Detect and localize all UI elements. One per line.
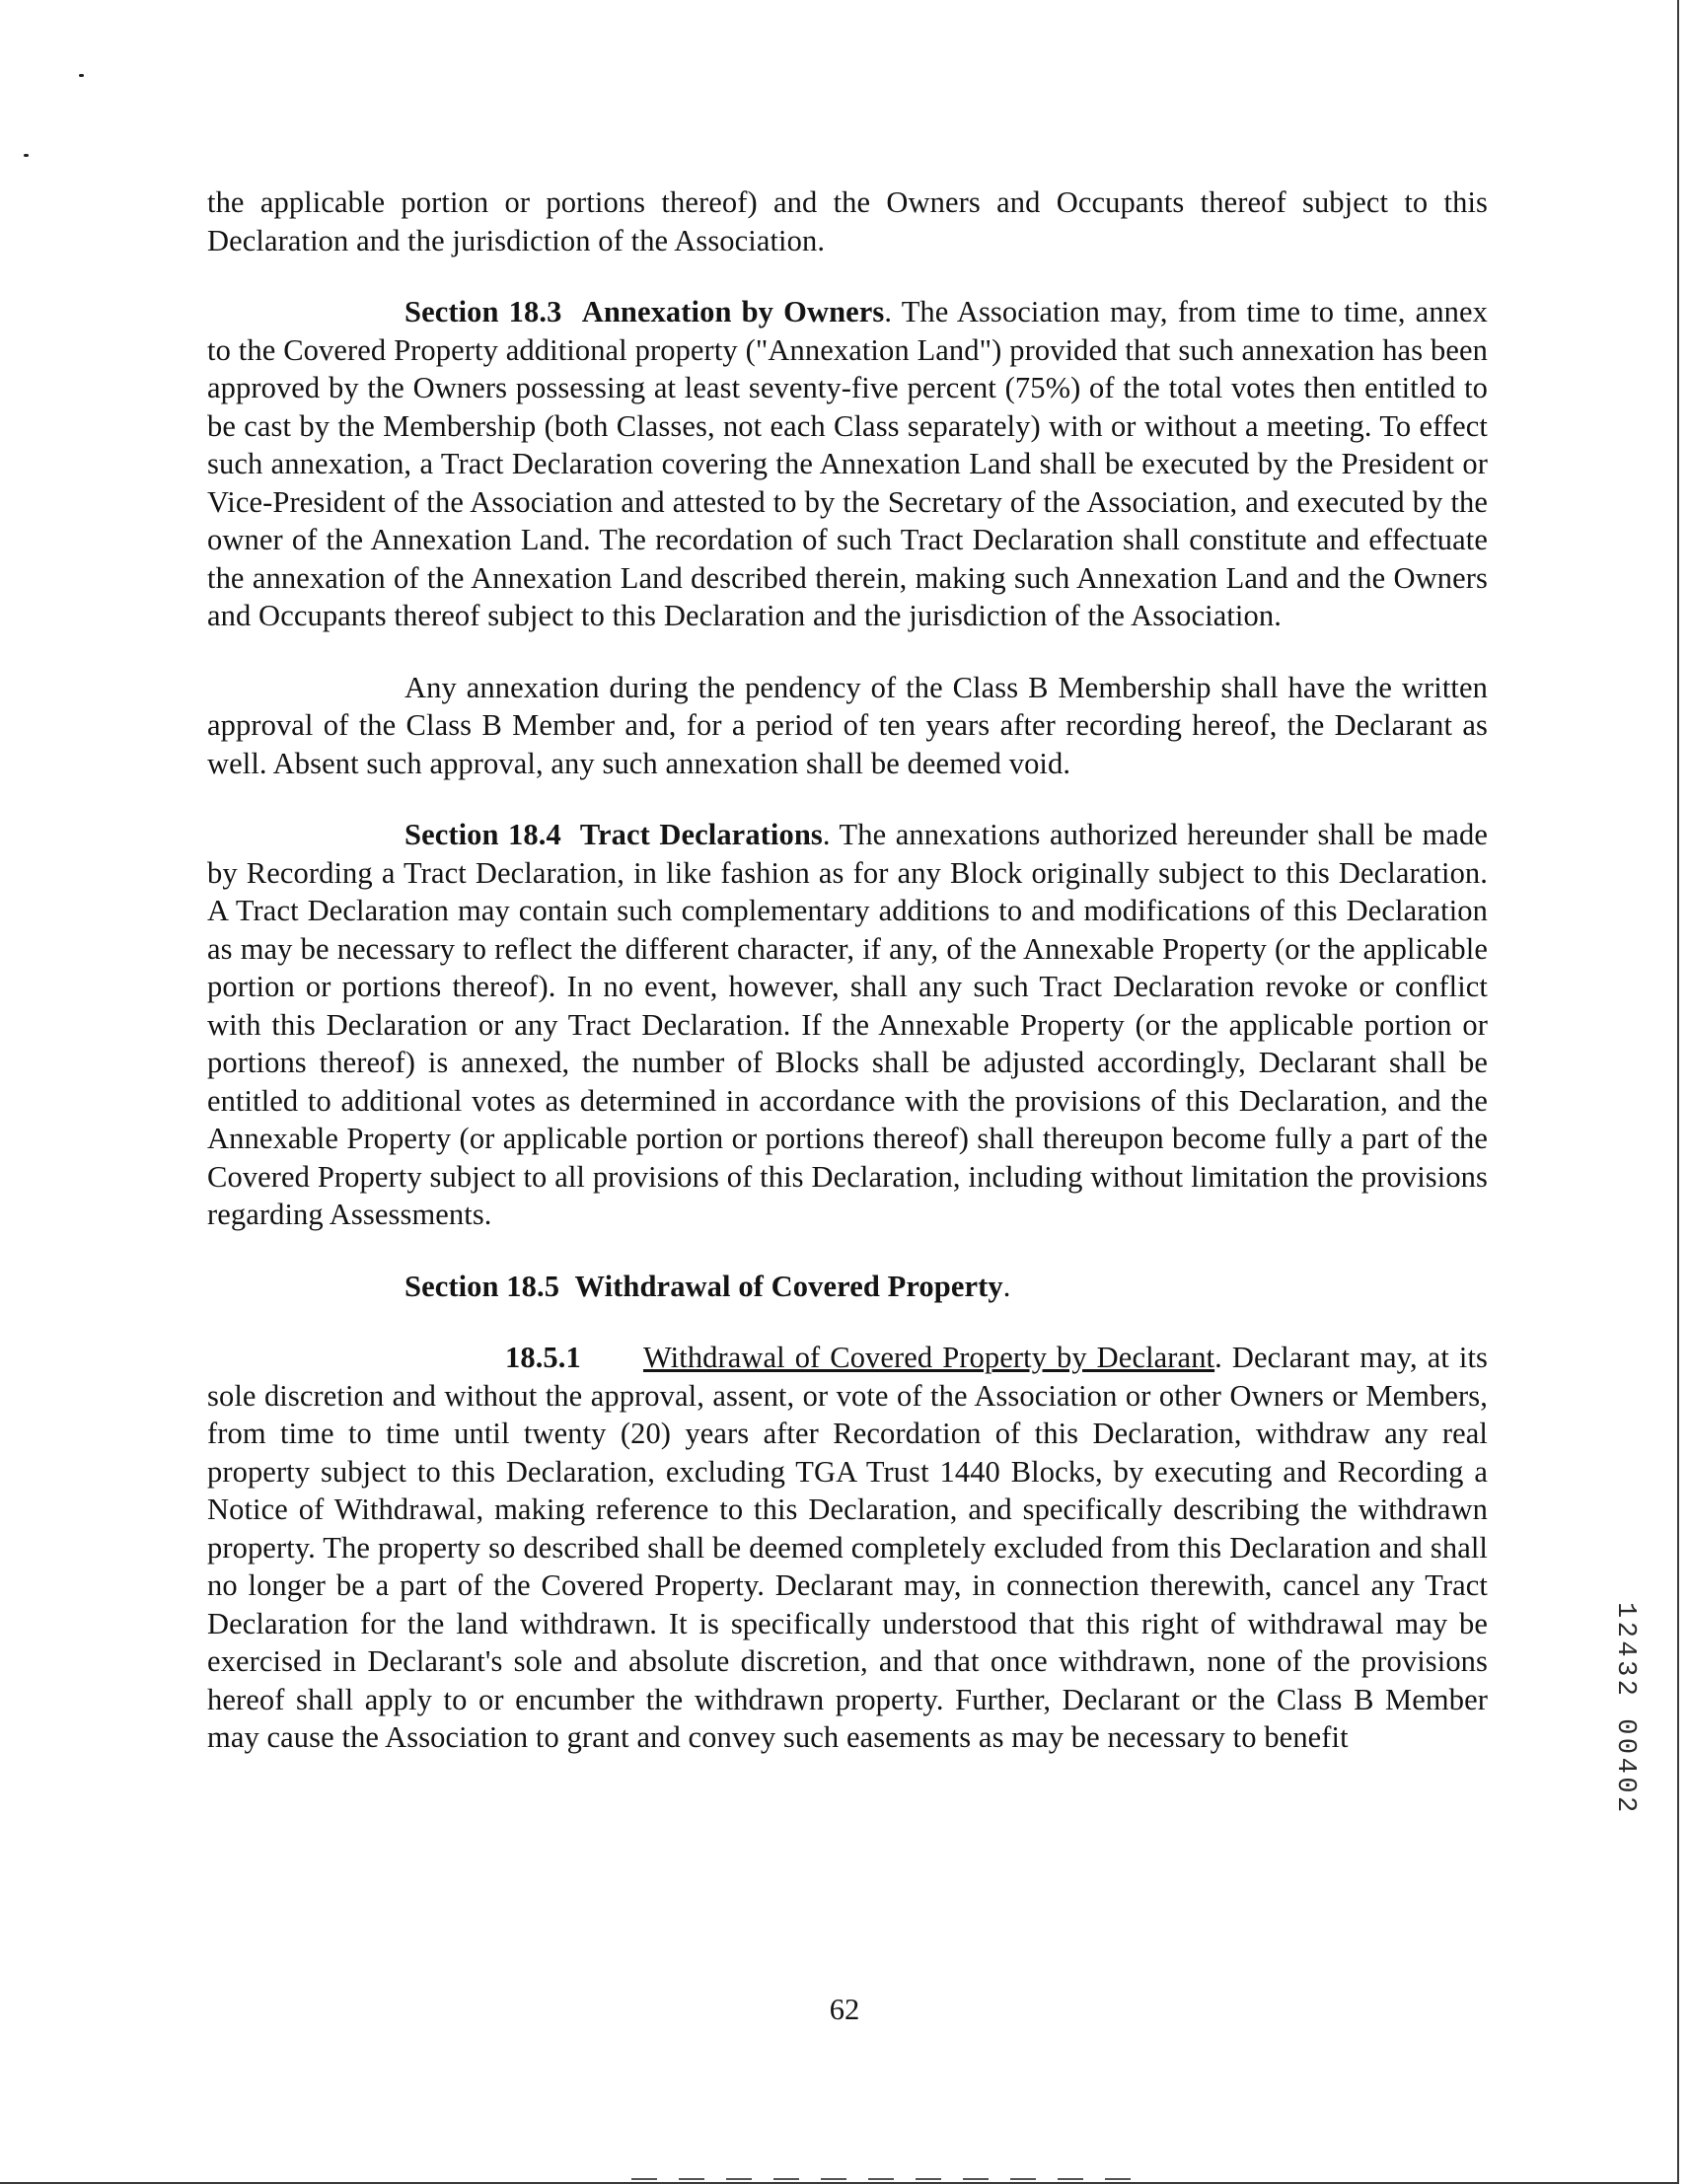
class-b-paragraph [207, 669, 1488, 783]
section-18-3-title: Annexation by Owners [581, 295, 885, 328]
section-18-5-heading: Section 18.5 Withdrawal of Covered Property. [404, 1269, 1011, 1303]
section-18-4-body: The annexations authorized hereunder shall be made by Recording a Tract Declaration, in like fashion as for any Block originally subject to this Declaration. A Tract Declaration may contain such complementary additions to and modifications of this Declaration as may be necessary to reflect the different character, if any, of the Annexable Property (or the applicable portion or portions thereof). In no event, however, shall any such Tract Declaration revoke or conflict with this Declaration or any Tract Declaration. If the Annexable Property (or the applicable portion or portions thereof) is annexed, the number of Blocks shall be adjusted accordingly, Declarant shall be entitled to additional votes as determined in accordance with the provisions of this Declaration, and the Annexable Property (or applicable portion or portions thereof) shall thereupon become fully a part of the Covered Property subject to all provisions of this Declaration, including without limitation the provisions regarding Assessments. [207, 818, 1489, 1231]
section-18-3-paragraph: Section 18.3 Annexation by Owners. The Association may, from time to time, annex to the Covered Property additional property ("Annexation Land") provided that such annexation has been approved by the Owners possessing at least seventy-five percent (75%) of the total votes then entitled to be cast by the Membership (both Classes, not each Class separately) with or without a meeting. To effect such annexation, a Tract Declaration covering the Annexation Land shall be executed by the President or Vice-President of the Association and attested to by the Secretary of the Association, and executed by the owner of the Annexation Land. The recordation of such Tract Declaration shall constitute and effectuate the annexation of the Annexation Land described therein, making such Annexation Land and the Owners and Occupants thereof subject to this Declaration and the jurisdiction of the Association. [207, 295, 1489, 632]
intro-paragraph [207, 183, 1488, 259]
section-18-4-title: Tract Declarations [579, 818, 823, 851]
section-18-4-paragraph: Section 18.4 Tract Declarations. The annexations authorized hereunder shall be made by Recording a Tract Declaration, in like fashion as for any Block originally subject to this Declaration. A Tract Declaration may contain such complementary additions to and modifications of this Declaration as may be necessary to reflect the different character, if any, of the Annexable Property (or the applicable portion or portions thereof). In no event, however, shall any such Tract Declaration revoke or conflict with this Declaration or any Tract Declaration. If the Annexable Property (or the applicable portion or portions thereof) is annexed, the number of Blocks shall be adjusted accordingly, Declarant shall be entitled to additional votes as determined in accordance with the provisions of this Declaration, and the Annexable Property (or applicable portion or portions thereof) shall thereupon become fully a part of the Covered Property subject to all provisions of this Declaration, including without limitation the provisions regarding Assessments. [207, 818, 1489, 1231]
subsection-18-5-1-body: Declarant may, at its sole discretion and without the approval, assent, or vote of the Association or other Owners or Members, from time to time until twenty (20) years after Recordation of this Declaration, withdraw any real property subject to this Declaration, excluding TGA Trust 1440 Blocks, by executing and Recording a Notice of Withdrawal, making reference to this Declaration, and specifically describing the withdrawn property. The property so described shall be deemed completely excluded from this Declaration and shall no longer be a part of the Covered Property. Declarant may, in connection therewith, cancel any Tract Declaration for the land withdrawn. It is specifically understood that this right of withdrawal may be exercised in Declarant's sole and absolute discretion, and that once withdrawn, none of the provisions hereof shall apply to or encumber the withdrawn property. Further, Declarant or the Class B Member may cause the Association to grant and convey such easements as may be necessary to benefit [207, 1341, 1488, 1754]
subsection-18-5-1-title: Withdrawal of Covered Property by Declarant [643, 1341, 1215, 1374]
intro-text: the applicable portion or portions thereof) and the Owners and Occupants thereof subject to this Declaration and the jurisdiction of the Association. [207, 185, 1488, 257]
subsection-18-5-1-paragraph: 18.5.1 Withdrawal of Covered Property by Declarant. Declarant may, at its sole discretion and without the approval, assent, or vote of the Association or other Owners or Members, from time to time until twenty (20) years after Recordation of this Declaration, withdraw any real property subject to this Declaration, excluding TGA Trust 1440 Blocks, by executing and Recording a Notice of Withdrawal, making reference to this Declaration, and specifically describing the withdrawn property. The property so described shall be deemed completely excluded from this Declaration and shall no longer be a part of the Covered Property. Declarant may, in connection therewith, cancel any Tract Declaration for the land withdrawn. It is specifically understood that this right of withdrawal may be exercised in Declarant's sole and absolute discretion, and that once withdrawn, none of the provisions hereof shall apply to or encumber the withdrawn property. Further, Declarant or the Class B Member may cause the Association to grant and convey such easements as may be necessary to benefit [207, 1341, 1488, 1754]
section-18-3-body: The Association may, from time to time, annex to the Covered Property additional property ("Annexation Land") provided that such annexation has been approved by the Owners possessing at least seventy-five percent (75%) of the total votes then entitled to be cast by the Membership (both Classes, not each Class separately) with or without a meeting. To effect such annexation, a Tract Declaration covering the Annexation Land shall be executed by the President or Vice-President of the Association and attested to by the Secretary of the Association, and executed by the owner of the Annexation Land. The recordation of such Tract Declaration shall constitute and effectuate the annexation of the Annexation Land described therein, making such Annexation Land and the Owners and Occupants thereof subject to this Declaration and the jurisdiction of the Association. [207, 295, 1489, 632]
scan-speck [24, 154, 29, 157]
class-b-text: Any annexation during the pendency of the Class B Membership shall have the written approval of the Class B Member and, for a period of ten years after recording hereof, the Declarant as well. Absent such approval, any such annexation shall be deemed void. [207, 670, 1488, 780]
section-18-3-number: Section 18.3 [404, 295, 562, 328]
recording-stamp [1606, 1602, 1655, 1868]
section-18-5-number: Section 18.5 [404, 1269, 560, 1303]
section-18-4-number: Section 18.4 [404, 818, 561, 851]
recording-stamp-text: 12432 00402 [1610, 1602, 1640, 1816]
scan-speck [79, 74, 84, 77]
subsection-18-5-1-number: 18.5.1 [505, 1341, 581, 1374]
section-18-5-title: Withdrawal of Covered Property [574, 1269, 1003, 1303]
scan-bottom-marks [631, 2178, 1144, 2180]
scan-right-edge [1677, 0, 1679, 2182]
page-number: 62 [829, 1993, 860, 2026]
page-body [207, 183, 1488, 1790]
